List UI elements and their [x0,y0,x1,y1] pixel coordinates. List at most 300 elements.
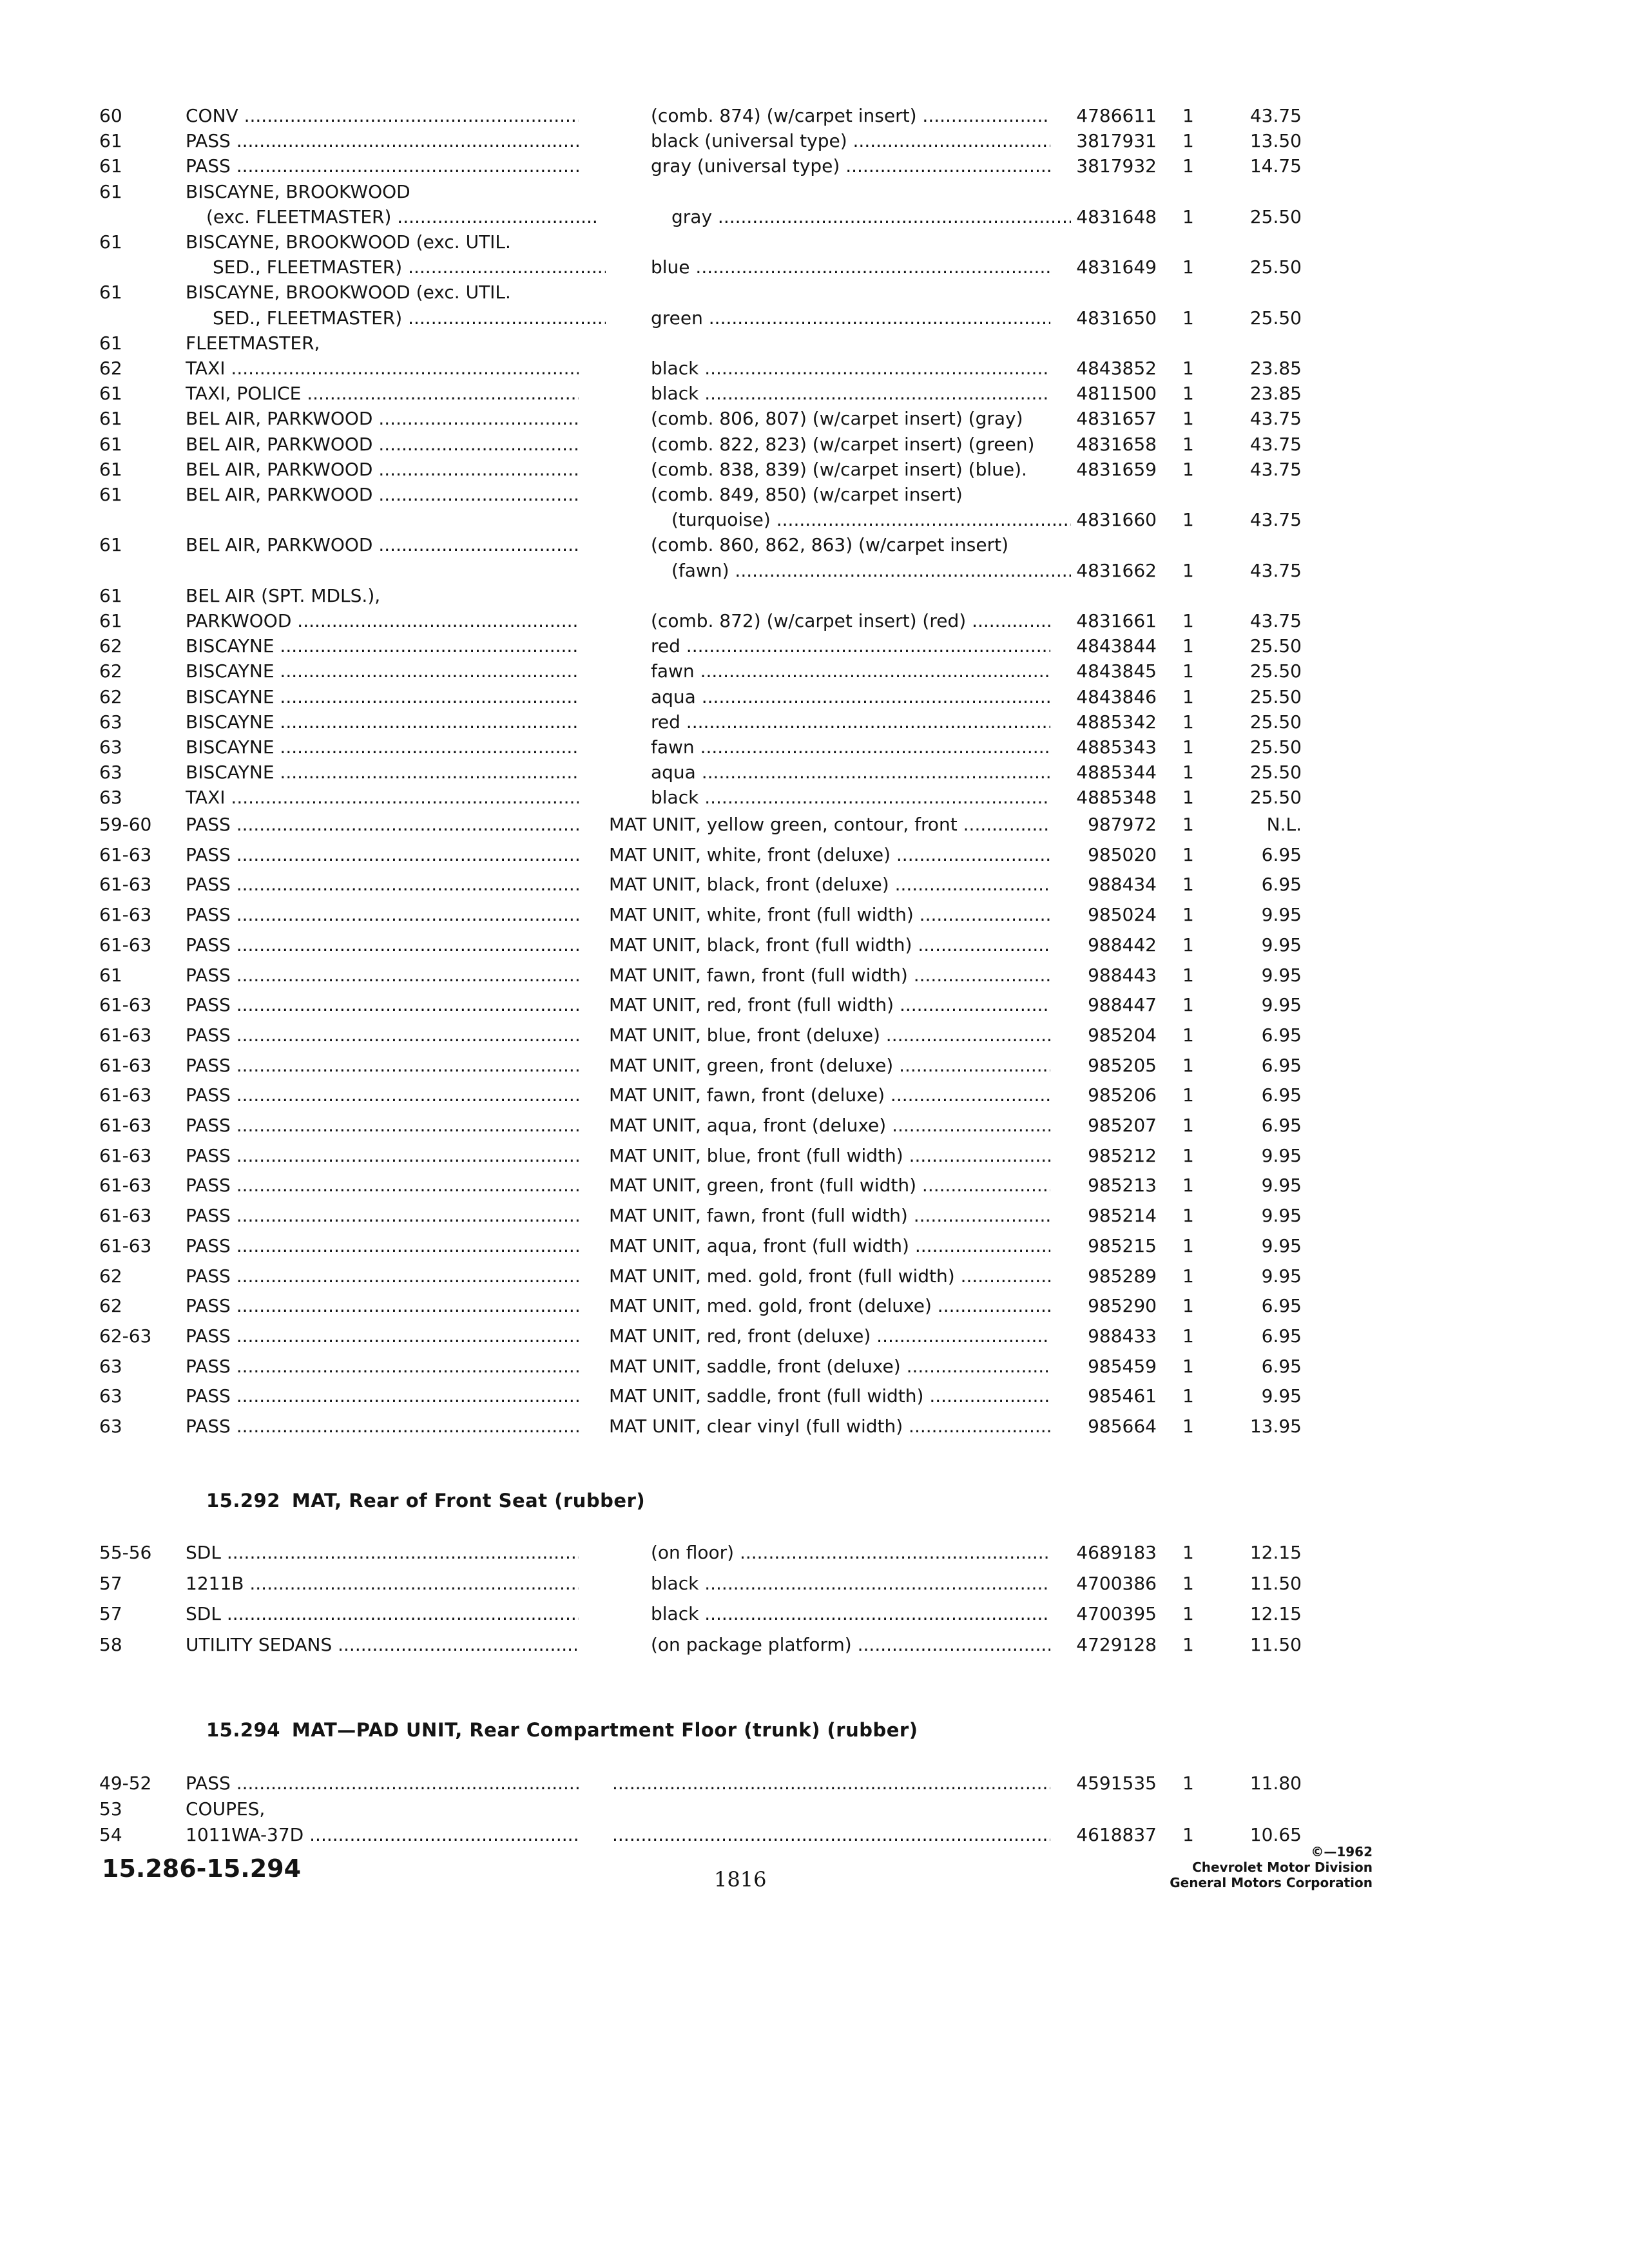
description-cell-text: (comb. 838, 839) (w/carpet insert) (blue). [651,458,1027,480]
quantity-cell-text: 1 [1182,1295,1194,1317]
year-cell-text: 63 [99,787,122,809]
quantity-cell [1182,1354,1208,1379]
table-row [0,1233,1629,1259]
quantity-cell-text: 1 [1182,1355,1194,1377]
description-cell-text: aqua [651,686,696,707]
table-row [0,1354,1629,1379]
model-cell [186,255,606,280]
quantity-cell [1182,902,1208,928]
description-cell-text: MAT UNIT, saddle, front (full width) [609,1385,924,1407]
part-number-cell-text: 4831662 [1076,559,1157,581]
price-cell-text: 9.95 [1261,1205,1302,1227]
model-cell-text: PASS [186,1355,231,1377]
description-cell-text: (comb. 874) (w/carpet insert) [651,105,917,126]
description-cell [651,128,1050,154]
model-cell-text: PASS [186,874,231,896]
price-cell-text: 25.50 [1249,686,1302,707]
description-cell-text: MAT UNIT, fawn, front (full width) [609,964,908,986]
price-cell-text: 6.95 [1261,1115,1302,1136]
price-cell-text: 11.50 [1249,1573,1302,1594]
quantity-cell [1182,709,1208,735]
part-number-cell-text: 985207 [1088,1115,1157,1136]
part-number-cell [1057,1771,1157,1796]
description-cell-text: MAT UNIT, white, front (full width) [609,904,914,926]
model-cell-text: PASS [186,1175,231,1196]
corporation-name: General Motors Corporation [1170,1875,1373,1890]
part-number-cell-text: 988447 [1088,994,1157,1016]
model-cell-text: BISCAYNE, BROOKWOOD (exc. UTIL. [186,231,511,253]
model-cell [186,785,579,811]
description-cell-text: MAT UNIT, yellow green, contour, front [609,814,958,835]
year-cell-text: 61-63 [99,1205,152,1227]
description-cell [651,507,1071,533]
price-cell [1221,128,1302,154]
quantity-cell-text: 1 [1182,1824,1194,1845]
description-cell [651,305,1050,331]
model-cell [186,608,579,634]
year-cell [99,842,177,868]
quantity-cell [1182,457,1208,483]
description-cell [609,932,1050,958]
part-number-cell [1057,608,1157,634]
part-number-cell-text: 4843852 [1076,358,1157,379]
model-cell-text: FLEETMASTER, [186,332,320,354]
part-number-cell-text: 4811500 [1076,383,1157,405]
year-cell [99,1323,177,1349]
quantity-cell-text: 1 [1182,964,1194,986]
description-cell [609,1082,1050,1108]
table-row [0,1822,1629,1848]
year-cell [99,103,177,129]
description-cell-text: (fawn) [671,559,729,581]
year-cell-text: 61 [99,282,122,303]
page-range-code: 15.286-15.294 [102,1854,302,1883]
year-cell [99,532,177,558]
part-number-cell-text: 4689183 [1076,1542,1157,1563]
year-cell [99,457,177,483]
description-cell [609,1383,1050,1409]
part-number-cell [1057,1203,1157,1229]
year-cell-text: 61 [99,484,122,505]
part-number-cell [1057,1293,1157,1319]
part-number-cell [1057,381,1157,407]
quantity-cell-text: 1 [1182,358,1194,379]
part-number-cell-text: 987972 [1088,814,1157,835]
table-row [0,204,1629,230]
year-cell-text: 61 [99,231,122,253]
quantity-cell-text: 1 [1182,383,1194,405]
year-cell-text: 61 [99,383,122,405]
model-cell-text: (exc. FLEETMASTER) [206,206,392,227]
price-cell-text: 25.50 [1249,307,1302,329]
part-number-cell [1057,735,1157,760]
description-cell [609,1414,1050,1439]
model-cell [186,1571,579,1597]
part-number-cell-text: 4831659 [1076,458,1157,480]
quantity-cell [1182,1771,1208,1796]
price-cell-text: 9.95 [1261,934,1302,956]
model-cell [186,932,579,958]
part-number-cell-text: 985205 [1088,1054,1157,1076]
year-cell [99,1383,177,1409]
table-row [0,457,1629,483]
part-number-cell-text: 985206 [1088,1084,1157,1106]
part-number-cell-text: 4831661 [1076,610,1157,631]
year-cell [99,1771,177,1796]
part-number-cell-text: 3817932 [1076,155,1157,177]
year-cell-text: 61 [99,534,122,556]
quantity-cell [1182,963,1208,988]
year-cell [99,785,177,811]
price-cell [1221,507,1302,533]
price-cell-text: 23.85 [1249,383,1302,405]
year-cell-text: 62-63 [99,1325,152,1347]
table-row [0,608,1629,634]
model-cell-text: PASS [186,994,231,1016]
price-cell-text: 9.95 [1261,1385,1302,1407]
part-number-cell [1057,760,1157,785]
quantity-cell [1182,872,1208,898]
description-cell [612,1822,1050,1848]
part-number-cell [1057,812,1157,838]
price-cell [1221,204,1302,230]
description-cell-text: MAT UNIT, aqua, front (deluxe) [609,1115,887,1136]
part-number-cell [1057,255,1157,280]
description-cell-text: black (universal type) [651,130,847,152]
table-row [0,1173,1629,1198]
model-cell [186,128,579,154]
model-cell [186,1632,579,1658]
description-cell-text: MAT UNIT, black, front (deluxe) [609,874,889,896]
quantity-cell [1182,406,1208,432]
model-cell-text: TAXI, POLICE [186,383,302,405]
price-cell-text: 6.95 [1261,1084,1302,1106]
table-row [0,1383,1629,1409]
description-cell [609,1293,1050,1319]
price-cell-text: 6.95 [1261,1054,1302,1076]
description-cell-text: (on floor) [651,1542,735,1563]
part-number-cell-text: 985212 [1088,1144,1157,1166]
table-row [0,709,1629,735]
table-row [0,735,1629,760]
description-cell-text: (comb. 806, 807) (w/carpet insert) (gray) [651,408,1023,430]
section-title: MAT, Rear of Front Seat (rubber) [291,1490,646,1512]
price-cell-text: 25.50 [1249,206,1302,227]
quantity-cell-text: 1 [1182,1235,1194,1256]
model-cell-text: BISCAYNE, BROOKWOOD [186,180,410,202]
year-cell-text: 61-63 [99,904,152,926]
part-number-cell [1057,558,1157,584]
model-cell [186,963,579,988]
quantity-cell [1182,658,1208,684]
table-row [0,1414,1629,1439]
quantity-cell [1182,1414,1208,1439]
model-cell-text: SDL [186,1542,221,1563]
table-row [0,1203,1629,1229]
price-cell-text: 9.95 [1261,1265,1302,1287]
table-row [0,812,1629,838]
table-row [0,785,1629,811]
description-cell [609,1023,1050,1048]
part-number-cell [1057,128,1157,154]
quantity-cell-text: 1 [1182,206,1194,227]
part-number-cell [1057,356,1157,381]
part-number-cell [1057,1323,1157,1349]
description-cell-text: MAT UNIT, fawn, front (full width) [609,1205,908,1227]
description-cell [609,812,1050,838]
table-row [0,179,1629,205]
quantity-cell-text: 1 [1182,787,1194,809]
price-cell [1221,812,1302,838]
part-number-cell-text: 985289 [1088,1265,1157,1287]
model-cell [186,1354,579,1379]
description-cell [609,1203,1050,1229]
quantity-cell-text: 1 [1182,1385,1194,1407]
price-cell [1221,1053,1302,1079]
price-cell [1221,735,1302,760]
year-cell [99,153,177,179]
part-number-cell-text: 4885348 [1076,787,1157,809]
model-cell [186,179,579,205]
price-cell-text: 25.50 [1249,762,1302,783]
model-cell-text: TAXI [186,358,226,379]
part-number-cell [1057,684,1157,710]
quantity-cell [1182,1023,1208,1048]
description-cell-text: aqua [651,762,696,783]
year-cell [99,1264,177,1289]
part-number-cell [1057,406,1157,432]
part-number-cell [1057,305,1157,331]
price-cell [1221,1771,1302,1796]
part-number-cell [1057,1113,1157,1139]
quantity-cell-text: 1 [1182,433,1194,455]
part-number-cell [1057,785,1157,811]
year-cell-text: 61 [99,180,122,202]
price-cell [1221,633,1302,659]
quantity-cell-text: 1 [1182,1325,1194,1347]
price-cell-text: 11.80 [1249,1773,1302,1794]
description-cell-text: gray [671,206,713,227]
part-number-cell [1057,932,1157,958]
year-cell [99,1053,177,1079]
quantity-cell [1182,992,1208,1018]
quantity-cell [1182,1203,1208,1229]
quantity-cell [1182,381,1208,407]
model-cell-text: PASS [186,1295,231,1317]
part-number-cell [1057,1632,1157,1658]
quantity-cell-text: 1 [1182,1084,1194,1106]
table-row [0,103,1629,129]
model-cell [186,406,579,432]
year-cell-text: 61 [99,458,122,480]
model-cell-text: PASS [186,1235,231,1256]
table-row [0,992,1629,1018]
price-cell-text: 43.75 [1249,433,1302,455]
quantity-cell [1182,842,1208,868]
quantity-cell-text: 1 [1182,256,1194,278]
description-cell [651,356,1050,381]
table-row [0,963,1629,988]
description-cell-text: MAT UNIT, clear vinyl (full width) [609,1416,903,1437]
part-number-cell [1057,457,1157,483]
price-cell [1221,1323,1302,1349]
price-cell-text: 10.65 [1249,1824,1302,1845]
quantity-cell-text: 1 [1182,1634,1194,1655]
year-cell-text: 61-63 [99,874,152,896]
model-cell-text: PASS [186,1205,231,1227]
part-number-cell-text: 988433 [1088,1325,1157,1347]
model-cell-text: UTILITY SEDANS [186,1634,333,1655]
model-cell [186,1233,579,1259]
year-cell [99,356,177,381]
quantity-cell-text: 1 [1182,1573,1194,1594]
table-row [0,280,1629,305]
price-cell-text: N.L. [1266,814,1302,835]
price-cell-text: 9.95 [1261,1144,1302,1166]
model-cell-text: BISCAYNE [186,736,275,758]
year-cell [99,1571,177,1597]
model-cell [186,842,579,868]
table-row [0,255,1629,280]
table-row [0,872,1629,898]
part-number-cell [1057,1383,1157,1409]
year-cell-text: 54 [99,1824,122,1845]
year-cell [99,1414,177,1439]
price-cell-text: 11.50 [1249,1634,1302,1655]
year-cell-text: 63 [99,711,122,733]
table-row [0,1601,1629,1627]
model-cell [186,1023,579,1048]
description-cell [609,1053,1050,1079]
model-cell-text: PASS [186,1385,231,1407]
year-cell [99,406,177,432]
quantity-cell [1182,785,1208,811]
quantity-cell [1182,153,1208,179]
model-cell [186,305,606,331]
model-cell [186,1601,579,1627]
model-cell-text: BISCAYNE [186,635,275,657]
table-row [0,406,1629,432]
part-number-cell-text: 985214 [1088,1205,1157,1227]
description-cell-text: MAT UNIT, blue, front (deluxe) [609,1024,880,1046]
part-number-cell-text: 4843844 [1076,635,1157,657]
part-number-cell-text: 4843846 [1076,686,1157,707]
price-cell [1221,1293,1302,1319]
section-number: 15.292 [206,1490,280,1512]
year-cell-text: 57 [99,1603,122,1624]
model-cell-text: SED., FLEETMASTER) [213,256,403,278]
part-number-cell-text: 985020 [1088,843,1157,865]
year-cell-text: 63 [99,736,122,758]
quantity-cell-text: 1 [1182,1773,1194,1794]
table-row [0,432,1629,457]
description-cell-text: (comb. 860, 862, 863) (w/carpet insert) [651,534,1009,556]
price-cell-text: 25.50 [1249,787,1302,809]
model-cell-text: BISCAYNE [186,660,275,682]
model-cell-text: BEL AIR (SPT. MDLS.), [186,584,381,606]
price-cell-text: 6.95 [1261,1024,1302,1046]
model-cell [186,280,579,305]
quantity-cell-text: 1 [1182,105,1194,126]
year-cell [99,583,177,609]
quantity-cell-text: 1 [1182,155,1194,177]
year-cell [99,902,177,928]
model-cell-text: COUPES, [186,1798,265,1820]
part-number-cell-text: 4831660 [1076,509,1157,531]
price-cell [1221,709,1302,735]
year-cell [99,1822,177,1848]
quantity-cell-text: 1 [1182,874,1194,896]
model-cell-text: PASS [186,1115,231,1136]
quantity-cell [1182,684,1208,710]
year-cell [99,1173,177,1198]
price-cell [1221,1203,1302,1229]
part-number-cell-text: 988443 [1088,964,1157,986]
part-number-cell-text: 4618837 [1076,1824,1157,1845]
year-cell [99,872,177,898]
model-cell-text: PASS [186,1144,231,1166]
price-cell [1221,153,1302,179]
description-cell [612,1771,1050,1796]
model-cell-text: PASS [186,814,231,835]
quantity-cell-text: 1 [1182,994,1194,1016]
price-cell-text: 25.50 [1249,736,1302,758]
description-cell-text: (comb. 822, 823) (w/carpet insert) (green) [651,433,1035,455]
table-row [0,1540,1629,1566]
year-cell-text: 62 [99,686,122,707]
quantity-cell-text: 1 [1182,610,1194,631]
price-cell [1221,558,1302,584]
year-cell [99,128,177,154]
table-row [0,381,1629,407]
price-cell-text: 13.50 [1249,130,1302,152]
model-cell-text: PASS [186,1265,231,1287]
model-cell-text: PASS [186,843,231,865]
model-cell-text: BISCAYNE [186,711,275,733]
price-cell [1221,1023,1302,1048]
quantity-cell-text: 1 [1182,559,1194,581]
year-cell [99,1293,177,1319]
year-cell-text: 61 [99,433,122,455]
year-cell [99,1632,177,1658]
description-cell-text: (comb. 849, 850) (w/carpet insert) [651,484,963,505]
description-cell [651,1632,1050,1658]
model-cell [186,872,579,898]
model-cell-text: BEL AIR, PARKWOOD [186,408,373,430]
table-row [0,532,1629,558]
description-cell [609,1264,1050,1289]
model-cell [186,153,579,179]
part-number-cell [1057,963,1157,988]
quantity-cell-text: 1 [1182,130,1194,152]
part-number-cell-text: 4843845 [1076,660,1157,682]
year-cell [99,1143,177,1169]
description-cell-text: black [651,383,699,405]
part-number-cell-text: 4885343 [1076,736,1157,758]
part-number-cell [1057,992,1157,1018]
year-cell [99,812,177,838]
quantity-cell [1182,1264,1208,1289]
part-number-cell [1057,1143,1157,1169]
year-cell-text: 53 [99,1798,122,1820]
table-row [0,1053,1629,1079]
quantity-cell [1182,1143,1208,1169]
part-number-cell-text: 4885344 [1076,762,1157,783]
price-cell-text: 43.75 [1249,105,1302,126]
quantity-cell [1182,356,1208,381]
quantity-cell [1182,1601,1208,1627]
description-cell [609,992,1050,1018]
